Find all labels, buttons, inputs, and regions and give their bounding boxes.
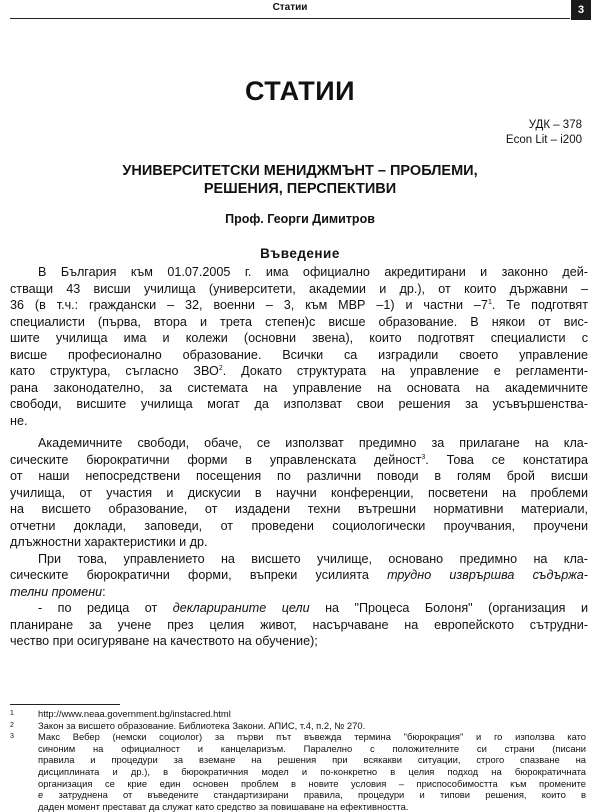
running-title: Статии [272, 2, 308, 13]
footnote-ref: 3 [421, 453, 426, 461]
article-title [60, 162, 540, 198]
footnote-text: организация се крие един основен проблем в новите условия – приспособимостта към промените [38, 777, 586, 789]
text-line: на висшето образование, от издадени техни вътрешни нормативни материали, [10, 502, 588, 516]
text-line: В България към 01.07.2005 г. има официално акредитирани и законно дей- [38, 265, 588, 279]
footnote-ref: 1 [487, 298, 492, 306]
text-line: 36 (в т.ч.: граждански – 32, военни – 3, към МВР –1) и частни $-7^1$. Те подготвят [10, 298, 588, 312]
footnote-text: http://www.neaa.government.bg/instacred.html [38, 708, 231, 719]
text-line: висше професионално образование. Всички са изградили своето управление [10, 347, 588, 362]
footnote-ref: 2 [218, 364, 223, 372]
article-title-line: УНИВЕРСИТЕТСКИ МЕНИДЖМЪНТ – ПРОБЛЕМИ, [122, 163, 478, 179]
text-line: Академичните свободи, обаче, се използват предимно за прилагане на кла- [38, 436, 588, 450]
text-line: длъжностни характеристики и др. [10, 535, 208, 549]
text-line: училища, от участия и дискусии в научни конференции, посветени на проблеми [10, 485, 588, 500]
running-header [10, 0, 570, 19]
footnote-text: даден момент престават да служат като средство за повишаване на ефективността. [38, 800, 409, 812]
page-number: 3 [571, 0, 591, 20]
section-heading: Въведение [260, 246, 340, 261]
text-line: чество при осигуряване на качеството на обучение); [10, 634, 318, 648]
author-name: Проф. Георги Димитров [225, 212, 375, 226]
paragraph [10, 600, 588, 650]
text-line: - по редица от декларираните цели на "Процеса Болоня" (организация и [38, 601, 588, 615]
footnote-text: Закон за висшето образование. Библиотека Закони. АПИС, т.4, п.2, № 270. [38, 719, 366, 731]
text-line: телни промени: [10, 584, 106, 599]
footnote-mark: 2 [10, 721, 14, 729]
text-line: шите училища има и колежи (основни звена), които подготвят специалисти с [10, 331, 588, 345]
text-line: от наши непосредствени посещения по различни поводи в голям брой висши [10, 469, 588, 483]
article-title-line: РЕШЕНИЯ, ПЕРСПЕКТИВИ [203, 181, 397, 197]
footnote-text: Макс Вебер (немски социолог) за първи път въвежда термина "бюрокрация" и го използва като [38, 731, 586, 743]
footnote [10, 708, 586, 720]
footnote-text: правила и процедури за вземане на решения при всякакви ситуации, строго спазване на [38, 754, 586, 766]
footnote-mark: 3 [10, 733, 14, 741]
footnote-text: синоним на официалност и канцеларизъм. Паралелно с положителните си страни (писани [38, 742, 586, 754]
emphasis: трудно изврършва съдържа- [387, 568, 588, 582]
emphasis: телни промени [10, 584, 103, 599]
text-line: сическите бюрократични форми, въпреки усилията трудно изврършва съдържа- [10, 568, 588, 582]
text-line: като структура, съгласно ЗВО$^2$. Докато структурата на управление е регламенти- [10, 364, 588, 378]
text-line: специалисти (първа, втора и трета степен)с висше образование. В някои от вис- [10, 314, 588, 329]
section-title: СТАТИИ [244, 76, 356, 106]
text-line: не. [10, 413, 28, 428]
text-line: При това, управлението на висшето училище, основано предимно на кла- [38, 551, 588, 566]
econlit-code: Econ Lit – i200 [505, 134, 582, 146]
paragraph [10, 551, 588, 601]
classification-codes [506, 118, 582, 148]
text-line: отчетни доклади, заповеди, от проведени социологически проучвания, проучени [10, 518, 588, 533]
footnote-text: дисциплината и др.), в бюрократичния модел и по-конкретно в целия подход на бюрократичната [38, 765, 586, 777]
footnote-mark: 1 [10, 710, 14, 717]
text-line: рана законодателно, за системата на управление на основата на академичните [10, 380, 588, 395]
text-line: сическите бюрократични форми в управленската дейност$^3$. Това се констатира [10, 452, 588, 467]
footnote-divider [10, 704, 120, 705]
paragraph [10, 435, 588, 551]
footnote-text: е затруднена от въведените стандартизирани правила, процедури и типови решения, които в [38, 789, 586, 801]
footnote [10, 720, 586, 732]
text-line: стващи 43 висши училища (университети, академии и др.), от които държавни – [10, 281, 588, 296]
text-line: свободи, висшите училища могат да използват свои решения за усъвършенства- [10, 397, 588, 411]
footnotes [10, 708, 586, 812]
body-text [10, 264, 588, 650]
text-line: планиране за учене през целия живот, насърчаване на европейското сътрудни- [10, 617, 588, 632]
paragraph [10, 264, 588, 429]
emphasis: декларираните цели [172, 601, 310, 615]
udk-code: УДК – 378 [528, 119, 582, 131]
